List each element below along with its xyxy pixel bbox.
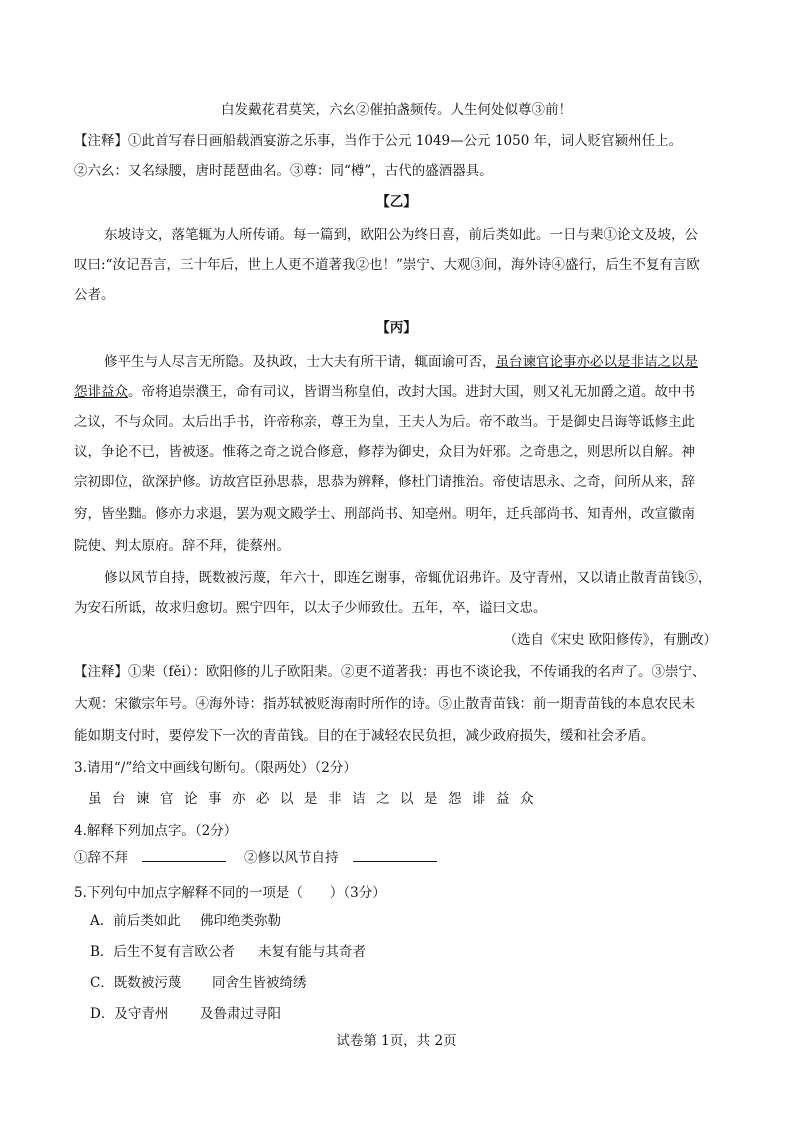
bing-paragraph-line: 宗初即位，欲深护修。访故宫臣孙思恭，思恭为辨释，修杜门请推治。帝使诘思永、之奇，问所从来，辞 (74, 474, 695, 490)
poem-last-line: 白发戴花君莫笑，六幺②催拍盏频传。人生何处似尊③前！ (221, 102, 572, 118)
bing-paragraph-line: 修以风节自持，既数被污蔑，年六十，即连乞谢事，帝辄优诏弗许。及守青州，又以请止散青苗钱⑤， (104, 570, 712, 586)
note2-line1: 【注释】①棐（fěi）：欧阳修的儿子欧阳棐。②更不道著我：再也不谈论我，不传诵我的名声了。③崇宁、 (74, 664, 706, 680)
question-3: 3.请用“/”给文中画线句断句。（限两处）（2分） (74, 760, 357, 776)
yi-paragraph-line: 东坡诗文，落笔辄为人所传诵。每一篇到，欧阳公为终日喜，前后类如此。一日与棐①论文及坡，公 (104, 227, 698, 243)
option-b (90, 942, 366, 962)
heading-yi: 【乙】 (376, 194, 417, 210)
bing-text: 。帝将追崇濮王，命有司议，皆谓当称皇伯，改封大国。进封大国，则又礼无加爵之道。故中书 (128, 384, 695, 400)
note1-line1: 【注释】①此首写春日画船载酒宴游之乐事，当作于公元 1049—公元 1050 年，词人贬官颍州任上。 (74, 133, 683, 149)
underlined-sentence: 虽台谏官论事亦必以是非诘之以是 (495, 354, 698, 370)
option-d-label: D．及守青州 (90, 1006, 169, 1022)
question-4-items (74, 847, 455, 868)
yi-paragraph-line: 叹曰:“汝记吾言，三十年后，世上人更不道著我②也！”崇宁、大观③间，海外诗④盛行，后生不复有言欧 (74, 257, 700, 273)
bing-paragraph-line: 院使、判太原府。辞不拜，徙蔡州。 (74, 538, 290, 554)
question-3-sentence: 虽台谏官论事亦必以是非诘之以是怨诽益众 (88, 791, 544, 807)
bing-paragraph-line: 为安石所诋，故求归愈切。熙宁四年，以太子少师致仕。五年，卒，谥曰文忠。 (74, 600, 547, 616)
note2-line3: 能如期支付时，要停发下一次的青苗钱。目的在于减轻农民负担，减少政府损失，缓和社会矛盾。 (74, 728, 655, 744)
option-a-label: A．前后类如此 (90, 913, 181, 929)
option-a-compare: 佛印绝类弥勒 (200, 913, 281, 929)
heading-bing: 【丙】 (376, 320, 417, 336)
option-b-label: B．后生不复有言欧公者 (90, 944, 235, 960)
bing-paragraph-line (74, 382, 695, 402)
option-d-compare: 及鲁肃过寻阳 (200, 1006, 281, 1022)
q4-item-b: ②修以风节自持 (244, 850, 339, 866)
option-d (90, 1004, 281, 1024)
option-c-label: C．既数被污蔑 (90, 975, 182, 991)
bing-paragraph-line: 议，争论不已，皆被逐。惟蒋之奇之说合修意，修荐为御史，众目为奸邪。之奇患之，则思所以自解。神 (74, 444, 695, 460)
option-a (90, 911, 281, 931)
bing-text: 修平生与人尽言无所隐。及执政，士大夫有所干请，辄面谕可否， (104, 354, 496, 370)
option-c (90, 973, 307, 993)
answer-blank[interactable] (142, 847, 226, 862)
question-5: 5.下列句中加点字解释不同的一项是（ ）（3分） (74, 885, 386, 901)
bing-paragraph-line: 穷，皆坐黜。修亦力求退，罢为观文殿学士、刑部尚书、知亳州。明年，迁兵部尚书、知青州，改宣徽南 (74, 506, 695, 522)
note1-line2: ②六幺：又名绿腰，唐时琵琶曲名。③尊：同“樽”，古代的盛酒器具。 (74, 163, 493, 179)
bing-paragraph-line: 之议，不与众同。太后出手书，许帝称亲，尊王为皇，王夫人为后。帝不敢当。于是御史吕诲等诋修主此 (74, 414, 695, 430)
yi-paragraph-line: 公者。 (74, 287, 115, 303)
source-citation: （选自《宋史 欧阳修传》，有删改） (503, 632, 717, 648)
option-c-compare: 同舍生皆被绮绣 (212, 975, 307, 991)
note2-line2: 大观：宋徽宗年号。④海外诗：指苏轼被贬海南时所作的诗。⑤止散青苗钱：前一期青苗钱的本息农民未 (74, 696, 695, 712)
answer-blank[interactable] (353, 847, 437, 862)
option-b-compare: 未复有能与其奇者 (258, 944, 366, 960)
page-footer: 试卷第 1页，共 2页 (336, 1033, 457, 1049)
question-4: 4.解释下列加点字。（2分） (74, 823, 238, 839)
underlined-sentence: 怨诽益众 (74, 384, 128, 400)
bing-paragraph-line (104, 352, 698, 372)
q4-item-a: ①辞不拜 (74, 850, 128, 866)
